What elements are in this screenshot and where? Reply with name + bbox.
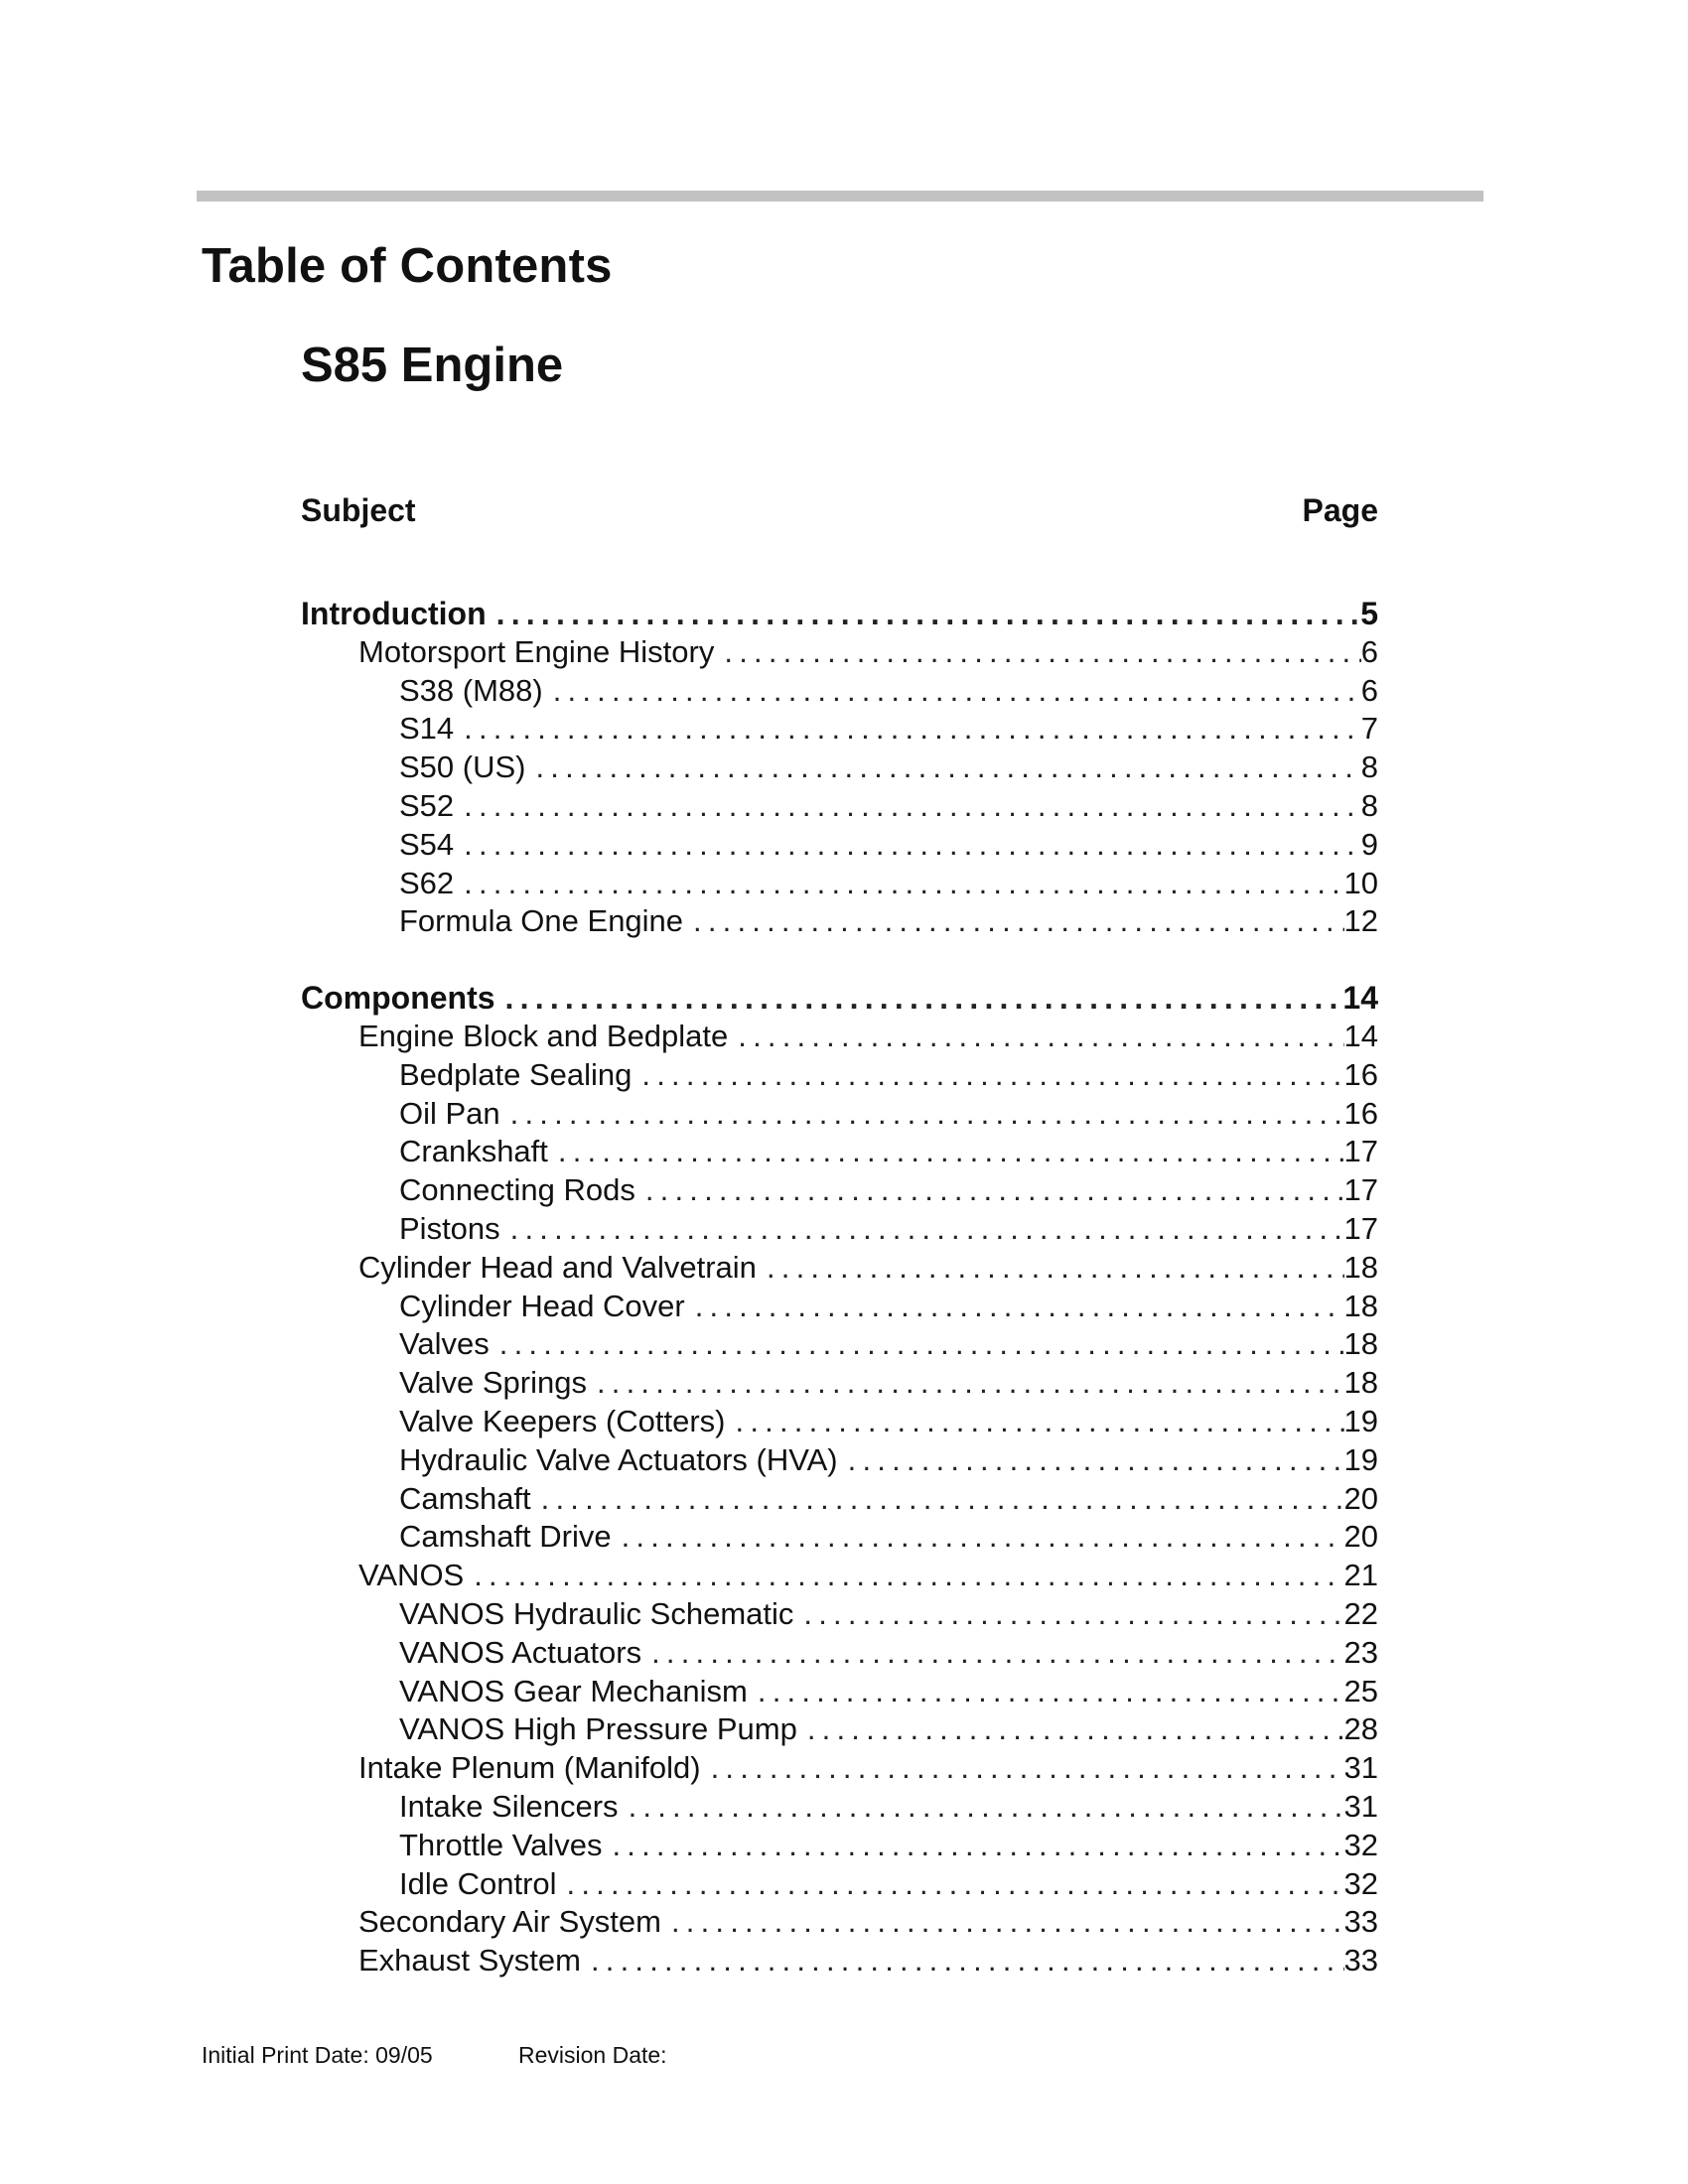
column-header-subject: Subject — [301, 492, 416, 528]
toc-dot-leader — [474, 1557, 1343, 1594]
toc-entry-label: Throttle Valves — [399, 1828, 603, 1862]
toc-entry[interactable] — [358, 1942, 1378, 1979]
toc-dot-leader — [535, 749, 1360, 786]
toc-dot-leader — [671, 1903, 1344, 1941]
toc-dot-leader — [464, 787, 1361, 825]
toc-entry[interactable] — [399, 1133, 1378, 1170]
toc-entry-page: 9 — [1360, 827, 1378, 862]
page-subtitle: S85 Engine — [301, 339, 564, 392]
toc-entry-label: Cylinder Head Cover — [399, 1289, 685, 1323]
toc-entry-page: 20 — [1343, 1519, 1378, 1554]
toc-entry[interactable] — [399, 1056, 1378, 1094]
toc-dot-leader — [645, 1171, 1344, 1209]
toc-entry-label: VANOS High Pressure Pump — [399, 1711, 797, 1746]
toc-entry[interactable] — [399, 1518, 1378, 1556]
toc-entry[interactable] — [358, 633, 1378, 671]
toc-entry[interactable] — [399, 1710, 1378, 1748]
toc-dot-leader — [510, 1095, 1344, 1133]
toc-entry[interactable] — [399, 1865, 1378, 1903]
toc-entry-label: S52 — [399, 788, 455, 823]
toc-entry-page: 6 — [1360, 634, 1378, 669]
toc-entry-page: 17 — [1343, 1211, 1378, 1246]
toc-entry[interactable] — [399, 710, 1378, 748]
toc-entry-page: 32 — [1343, 1828, 1378, 1862]
toc-entry-label: Valve Keepers (Cotters) — [399, 1404, 726, 1438]
toc-dot-leader — [510, 1210, 1344, 1248]
toc-entry-label: Valve Springs — [399, 1365, 587, 1400]
toc-entry-label: S62 — [399, 866, 455, 900]
toc-entry-label: Oil Pan — [399, 1096, 500, 1131]
toc-entry-page: 19 — [1343, 1404, 1378, 1438]
toc-entry-page: 19 — [1343, 1442, 1378, 1477]
toc-entry-label: Secondary Air System — [358, 1904, 661, 1939]
toc-dot-leader — [848, 1441, 1344, 1479]
footer-print-date: Initial Print Date: 09/05 — [202, 2042, 433, 2068]
toc-entry-label: Components — [301, 980, 495, 1016]
toc-entry[interactable] — [399, 1325, 1378, 1363]
toc-entry-label: VANOS Gear Mechanism — [399, 1674, 748, 1708]
column-header-page: Page — [1302, 492, 1378, 528]
toc-entry[interactable] — [399, 902, 1378, 940]
toc-dot-leader — [695, 1288, 1344, 1325]
toc-entry[interactable] — [358, 1749, 1378, 1787]
toc-dot-leader — [738, 1018, 1343, 1055]
toc-dot-leader — [807, 1710, 1344, 1748]
toc-entry-label: Hydraulic Valve Actuators (HVA) — [399, 1442, 838, 1477]
toc-entry-label: VANOS — [358, 1558, 465, 1592]
toc-entry[interactable] — [399, 1095, 1378, 1133]
page-title: Table of Contents — [202, 239, 613, 293]
toc-entry[interactable] — [399, 1480, 1378, 1518]
toc-dot-leader — [464, 826, 1361, 864]
toc-entry-label: VANOS Hydraulic Schematic — [399, 1596, 794, 1631]
toc-entry[interactable] — [301, 979, 1378, 1017]
toc-entry-label: S50 (US) — [399, 750, 526, 784]
toc-entry-label: Cylinder Head and Valvetrain — [358, 1250, 757, 1285]
toc-entry-page: 17 — [1343, 1172, 1378, 1207]
toc-dot-leader — [464, 865, 1343, 902]
toc-dot-leader — [591, 1942, 1344, 1979]
toc-dot-leader — [724, 633, 1360, 671]
toc-entry[interactable] — [399, 1210, 1378, 1248]
toc-entry[interactable] — [399, 672, 1378, 710]
toc-entry-label: VANOS Actuators — [399, 1635, 642, 1670]
footer-revision-date: Revision Date: — [518, 2042, 667, 2068]
toc-entry-label: Valves — [399, 1326, 490, 1361]
toc-entry-page: 16 — [1343, 1057, 1378, 1092]
toc-entry-page: 18 — [1343, 1250, 1378, 1285]
toc-entry-label: Connecting Rods — [399, 1172, 635, 1207]
toc-dot-leader — [711, 1749, 1344, 1787]
toc-entry-label: Camshaft Drive — [399, 1519, 612, 1554]
toc-entry-page: 18 — [1343, 1326, 1378, 1361]
toc-dot-leader — [612, 1827, 1343, 1864]
toc-entry[interactable] — [399, 1288, 1378, 1325]
toc-entry-page: 33 — [1343, 1943, 1378, 1978]
toc-entry-page: 23 — [1343, 1635, 1378, 1670]
toc-dot-leader — [464, 710, 1361, 748]
toc-entry[interactable] — [399, 749, 1378, 786]
toc-entry-page: 31 — [1343, 1750, 1378, 1785]
toc-entry-page: 28 — [1343, 1711, 1378, 1746]
toc-entry-page: 14 — [1342, 980, 1378, 1016]
toc-entry-label: S38 (M88) — [399, 673, 543, 708]
toc-entry-label: Bedplate Sealing — [399, 1057, 633, 1092]
toc-dot-leader — [567, 1865, 1344, 1903]
toc-dot-leader — [541, 1480, 1344, 1518]
toc-entry-label: Intake Plenum (Manifold) — [358, 1750, 701, 1785]
toc-entry-page: 18 — [1343, 1365, 1378, 1400]
toc-entry-page: 17 — [1343, 1134, 1378, 1168]
toc-dot-leader — [499, 1325, 1344, 1363]
toc-dot-leader — [758, 1673, 1344, 1710]
toc-entry[interactable] — [358, 1249, 1378, 1287]
toc-entry-page: 16 — [1343, 1096, 1378, 1131]
toc-entry-page: 20 — [1343, 1481, 1378, 1516]
toc-entry-page: 33 — [1343, 1904, 1378, 1939]
toc-entry[interactable] — [399, 1595, 1378, 1633]
toc-entry-label: Exhaust System — [358, 1943, 581, 1978]
toc-dot-leader — [505, 979, 1343, 1017]
toc-entry[interactable] — [399, 1634, 1378, 1672]
toc-entry-page: 10 — [1343, 866, 1378, 900]
toc-dot-leader — [803, 1595, 1343, 1633]
toc-entry-page: 6 — [1360, 673, 1378, 708]
toc-entry-label: S54 — [399, 827, 455, 862]
toc-entry[interactable] — [399, 1673, 1378, 1710]
toc-dot-leader — [651, 1634, 1343, 1672]
toc-entry-label: Crankshaft — [399, 1134, 548, 1168]
toc-entry[interactable] — [358, 1018, 1378, 1055]
toc-entry[interactable] — [399, 865, 1378, 902]
toc-entry-label: Idle Control — [399, 1866, 557, 1901]
toc-dot-leader — [553, 672, 1361, 710]
toc-dot-leader — [767, 1249, 1344, 1287]
toc-dot-leader — [496, 595, 1361, 632]
toc-entry-label: S14 — [399, 711, 455, 746]
toc-entry-page: 32 — [1343, 1866, 1378, 1901]
toc-entry-label: Engine Block and Bedplate — [358, 1019, 729, 1053]
toc-dot-leader — [641, 1056, 1343, 1094]
toc-entry-label: Pistons — [399, 1211, 500, 1246]
toc-entry-page: 21 — [1343, 1558, 1378, 1592]
toc-entry[interactable] — [399, 1403, 1378, 1440]
toc-entry-page: 7 — [1360, 711, 1378, 746]
toc-dot-leader — [558, 1133, 1344, 1170]
toc-dot-leader — [736, 1403, 1344, 1440]
toc-entry[interactable] — [399, 787, 1378, 825]
toc-entry-page: 22 — [1343, 1596, 1378, 1631]
toc-dot-leader — [622, 1518, 1344, 1556]
toc-entry-label: Camshaft — [399, 1481, 531, 1516]
toc-entry-label: Introduction — [301, 596, 487, 631]
toc-entry-page: 25 — [1343, 1674, 1378, 1708]
toc-entry[interactable] — [399, 1364, 1378, 1402]
toc-entry-page: 8 — [1360, 750, 1378, 784]
toc-entry-page: 31 — [1343, 1789, 1378, 1824]
toc-entry-page: 8 — [1360, 788, 1378, 823]
toc-entry-label: Motorsport Engine History — [358, 634, 715, 669]
toc-entry[interactable] — [399, 1441, 1378, 1479]
toc-entry[interactable] — [399, 826, 1378, 864]
toc-entry-page: 12 — [1343, 903, 1378, 938]
toc-entry[interactable] — [358, 1903, 1378, 1941]
toc-entry-page: 5 — [1360, 596, 1378, 631]
toc-entry[interactable] — [399, 1827, 1378, 1864]
toc-entry-label: Intake Silencers — [399, 1789, 619, 1824]
toc-dot-leader — [629, 1788, 1344, 1826]
toc-entry-page: 18 — [1343, 1289, 1378, 1323]
toc-entry[interactable] — [399, 1788, 1378, 1826]
toc-entry[interactable] — [358, 1557, 1378, 1594]
toc-entry[interactable] — [399, 1171, 1378, 1209]
toc-entry[interactable] — [301, 595, 1378, 632]
toc-dot-leader — [597, 1364, 1344, 1402]
toc-entry-page: 14 — [1343, 1019, 1378, 1053]
toc-dot-leader — [693, 902, 1343, 940]
toc-entry-label: Formula One Engine — [399, 903, 684, 938]
